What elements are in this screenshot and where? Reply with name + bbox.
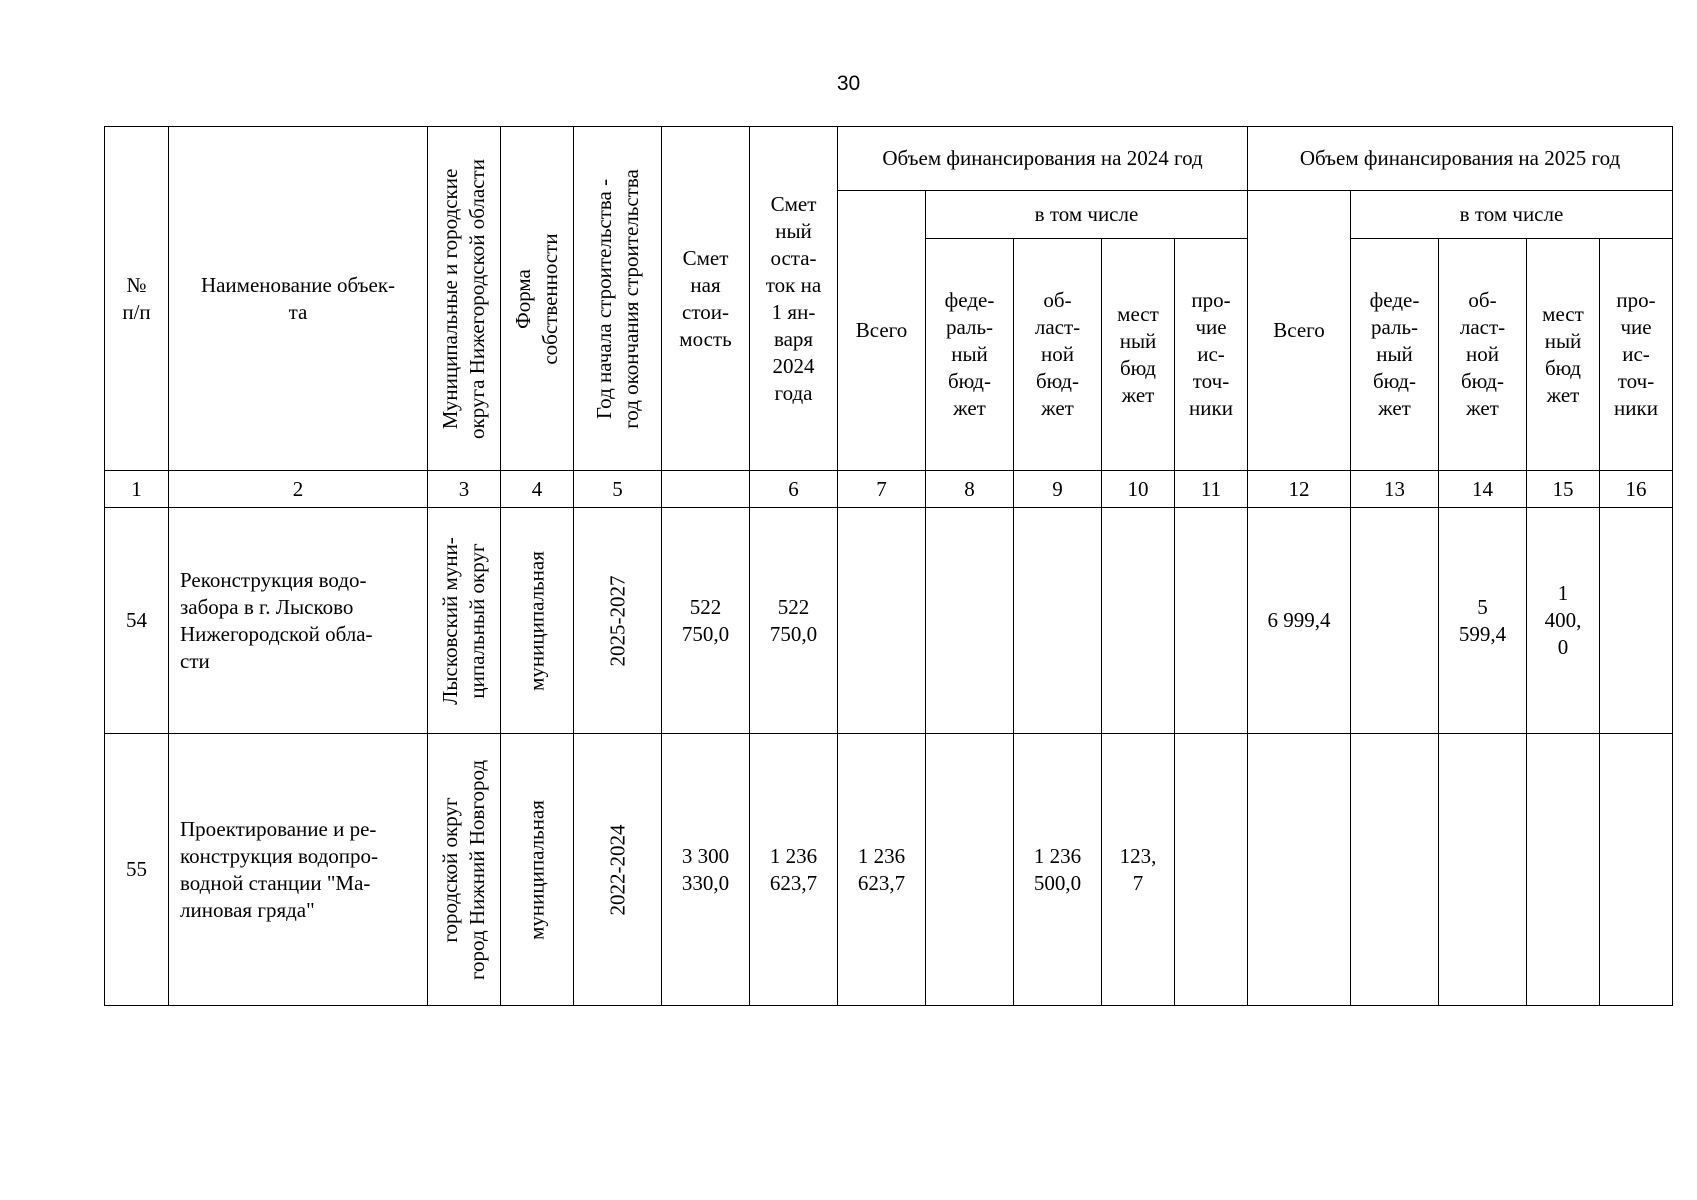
header-2024-regional: об- ласт- ной бюд- жет — [1014, 239, 1102, 471]
y2025-local: 1 400, 0 — [1527, 508, 1600, 734]
y2024-federal — [926, 508, 1014, 734]
header-2024-federal: феде- раль- ный бюд- жет — [926, 239, 1014, 471]
y2025-local — [1527, 734, 1600, 1006]
column-number: 5 — [574, 471, 662, 508]
y2025-regional — [1439, 734, 1527, 1006]
financing-table — [104, 126, 1673, 1006]
column-number: 12 — [1248, 471, 1351, 508]
column-number: 11 — [1175, 471, 1248, 508]
construction-years: 2022-2024 — [574, 734, 662, 1006]
header-municipal: Муниципальные и городские округа Нижегородской области — [428, 127, 501, 471]
header-funding-2024: Объем финансирования на 2024 год — [838, 127, 1248, 191]
column-number: 7 — [838, 471, 926, 508]
estimate-remainder: 1 236 623,7 — [750, 734, 838, 1006]
municipal-district: Лысковский муни- ципальный округ — [428, 508, 501, 734]
header-estimate: Смет ная стои- мость — [662, 127, 750, 471]
column-number: 8 — [926, 471, 1014, 508]
construction-years: 2025-2027 — [574, 508, 662, 734]
y2024-regional — [1014, 508, 1102, 734]
header-2024-local: мест ный бюд жет — [1102, 239, 1175, 471]
page-number: 30 — [836, 72, 861, 95]
y2025-other — [1600, 508, 1673, 734]
header-2025-local: мест ный бюд жет — [1527, 239, 1600, 471]
header-2025-federal: феде- раль- ный бюд- жет — [1351, 239, 1439, 471]
y2024-total: 1 236 623,7 — [838, 734, 926, 1006]
header-2024-total: Всего — [838, 191, 926, 471]
header-funding-2025: Объем финансирования на 2025 год — [1248, 127, 1673, 191]
column-number: 2 — [169, 471, 428, 508]
y2025-federal — [1351, 508, 1439, 734]
y2024-regional: 1 236 500,0 — [1014, 734, 1102, 1006]
header-2025-other: про- чие ис- точ- ники — [1600, 239, 1673, 471]
object-name: Проектирование и ре- конструкция водопро- водной станции "Ма- линовая гряда" — [169, 734, 428, 1006]
header-2025-regional: об- ласт- ной бюд- жет — [1439, 239, 1527, 471]
header-2025-total: Всего — [1248, 191, 1351, 471]
object-name: Реконструкция водо- забора в г. Лысково Нижегородской обла- сти — [169, 508, 428, 734]
y2024-local: 123, 7 — [1102, 734, 1175, 1006]
column-number: 1 — [105, 471, 169, 508]
y2024-other — [1175, 734, 1248, 1006]
y2024-total — [838, 508, 926, 734]
y2024-other — [1175, 508, 1248, 734]
column-number: 16 — [1600, 471, 1673, 508]
ownership-form: муниципальная — [501, 508, 574, 734]
column-number: 14 — [1439, 471, 1527, 508]
table-row — [105, 508, 1673, 734]
column-number: 4 — [501, 471, 574, 508]
y2025-federal — [1351, 734, 1439, 1006]
header-2025-including: в том числе — [1351, 191, 1673, 239]
row-num: 54 — [105, 508, 169, 734]
row-num: 55 — [105, 734, 169, 1006]
column-number — [662, 471, 750, 508]
y2025-total — [1248, 734, 1351, 1006]
header-remainder: Смет ный оста- ток на 1 ян- варя 2024 года — [750, 127, 838, 471]
estimate-cost: 3 300 330,0 — [662, 734, 750, 1006]
column-number: 6 — [750, 471, 838, 508]
y2025-total: 6 999,4 — [1248, 508, 1351, 734]
header-name: Наименование объек- та — [169, 127, 428, 471]
table-row — [105, 734, 1673, 1006]
column-number: 9 — [1014, 471, 1102, 508]
y2024-federal — [926, 734, 1014, 1006]
y2025-other — [1600, 734, 1673, 1006]
ownership-form: муниципальная — [501, 734, 574, 1006]
header-ownership: Форма собственности — [501, 127, 574, 471]
header-row-1 — [105, 127, 1673, 191]
header-num: № п/п — [105, 127, 169, 471]
estimate-remainder: 522 750,0 — [750, 508, 838, 734]
header-years: Год начала строительства - год окончания строительства — [574, 127, 662, 471]
column-number: 15 — [1527, 471, 1600, 508]
municipal-district: городской округ город Нижний Новгород — [428, 734, 501, 1006]
column-numbers-row — [105, 471, 1673, 508]
column-number: 3 — [428, 471, 501, 508]
column-number: 13 — [1351, 471, 1439, 508]
y2025-regional: 5 599,4 — [1439, 508, 1527, 734]
column-number: 10 — [1102, 471, 1175, 508]
estimate-cost: 522 750,0 — [662, 508, 750, 734]
y2024-local — [1102, 508, 1175, 734]
header-2024-including: в том числе — [926, 191, 1248, 239]
header-2024-other: про- чие ис- точ- ники — [1175, 239, 1248, 471]
